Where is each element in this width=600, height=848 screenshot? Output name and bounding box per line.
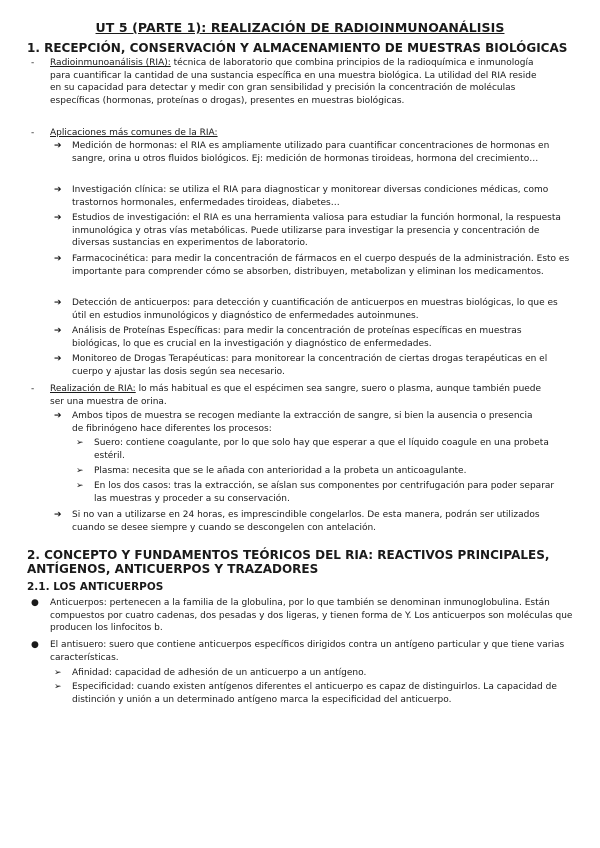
realizacion-text: lo más habitual es que el espécimen sea sangre, suero o plasma, aunque también puede ser una muestra de orina. (50, 384, 542, 407)
document-title: UT 5 (PARTE 1): REALIZACIÓN DE RADIOINMUNOANÁLISIS (95, 20, 505, 35)
proceso-item: En los dos casos: tras la extracción, se aíslan sus componentes por centrifugación para poder separar las muestras y proceder a su conservación. (94, 481, 555, 504)
chevron-marker: ➢ (76, 438, 84, 448)
realizacion-paragraph (50, 383, 550, 408)
arrow-marker: ➔ (54, 254, 62, 264)
ambos-paragraph: Ambos tipos de muestra se recogen mediante la extracción de sangre, si bien la ausencia o presencia de fibrinógeno hace diferentes los procesos: (72, 411, 533, 434)
chevron-marker: ➢ (54, 668, 62, 678)
chevron-marker: ➢ (76, 481, 84, 491)
proceso-item: Suero: contiene coagulante, por lo que solo hay que esperar a que el líquido coagule en una probeta estéril. (94, 438, 549, 461)
proceso-item: Plasma: necesita que se le añada con anterioridad a la probeta un anticoagulante. (94, 466, 467, 476)
bullet-marker: ● (31, 640, 39, 650)
application-item: Farmacocinética: para medir la concentración de fármacos en el cuerpo después de la administración. Esto es importante para comprender cómo se absorben, distribuyen, metabolizan y eliminan los medicamentos. (72, 254, 570, 277)
application-item: Análisis de Proteínas Específicas: para medir la concentración de proteínas específicas en muestras biológicas, lo que es crucial en la investigación y diagnóstico de enfermedades. (72, 326, 522, 349)
application-item: Investigación clínica: se utiliza el RIA para diagnosticar y monitorear diversas condiciones médicas, como trastornos hormonales, enfermedades tiroideas, diabetes… (72, 185, 549, 208)
section-2-heading: 2. CONCEPTO Y FUNDAMENTOS TEÓRICOS DEL RIA: REACTIVOS PRINCIPALES, ANTÍGENOS, ANTICUERPOS Y TRAZADORES (27, 548, 550, 576)
caracteristica-item: Afinidad: capacidad de adhesión de un anticuerpo a un antígeno. (72, 668, 367, 678)
anticuerpos-paragraph: Anticuerpos: pertenecen a la familia de la globulina, por lo que también se denominan inmunoglobulina. Están compuestos por cuatro cadenas, dos pesadas y dos ligeras, y tienen forma de Y. Los anticuerpos son moléculas que producen los linfocitos b. (50, 598, 573, 634)
arrow-marker: ➔ (54, 354, 62, 364)
arrow-marker: ➔ (54, 185, 62, 195)
arrow-marker: ➔ (54, 510, 62, 520)
application-item: Estudios de investigación: el RIA es una herramienta valiosa para estudiar la función hormonal, la respuesta inmunológica y otras vías metabólicas. Puede utilizarse para investigar la presencia y concentración de diversas sustancias en experimentos de laboratorio. (72, 213, 561, 249)
ria-term: Radioinmunoanálisis (RIA): (50, 58, 171, 68)
application-item: Monitoreo de Drogas Terapéuticas: para monitorear la concentración de ciertas drogas terapéuticas en el cuerpo y ajustar las dosis según sea necesario. (72, 354, 548, 377)
sino-paragraph: Si no van a utilizarse en 24 horas, es imprescindible congelarlos. De esta manera, podrán ser utilizados cuando se desee siempre y cuando se descongelen con antelación. (72, 510, 540, 533)
antisuero-paragraph: El antisuero: suero que contiene anticuerpos específicos dirigidos contra un antígeno particular y que tiene varias características. (50, 640, 565, 663)
arrow-marker: ➔ (54, 213, 62, 223)
ria-definition (50, 57, 550, 108)
applications-heading: Aplicaciones más comunes de la RIA: (50, 128, 218, 138)
bullet-marker: ● (31, 598, 39, 608)
arrow-marker: ➔ (54, 141, 62, 151)
dash-marker: - (31, 58, 35, 68)
realizacion-term: Realización de RIA: (50, 384, 136, 394)
caracteristica-item: Especificidad: cuando existen antígenos diferentes el anticuerpo es capaz de distinguirlos. La capacidad de distinción y unión a un determinado antígeno marca la especificidad del anticuerpo. (72, 682, 557, 705)
ria-text: técnica de laboratorio que combina principios de la radioquímica e inmunología para cuantificar la cantidad de una sustancia específica en una muestra biológica. La utilidad del RIA reside en su capacidad para detectar y medir con gran sensibilidad y precisión la concentración de moléculas específicas (hormonas, proteínas o drogas), presentes en muestras biológicas. (50, 58, 537, 107)
subsection-2-1-heading: 2.1. LOS ANTICUERPOS (27, 581, 164, 593)
chevron-marker: ➢ (54, 682, 62, 692)
arrow-marker: ➔ (54, 326, 62, 336)
dash-marker: - (31, 384, 35, 394)
dash-marker: - (31, 128, 35, 138)
arrow-marker: ➔ (54, 411, 62, 421)
application-item: Medición de hormonas: el RIA es ampliamente utilizado para cuantificar concentraciones de hormonas en sangre, orina u otros fluidos biológicos. Ej: medición de hormonas tiroideas, hormona del crecimiento… (72, 141, 550, 164)
arrow-marker: ➔ (54, 298, 62, 308)
chevron-marker: ➢ (76, 466, 84, 476)
section-1-heading: 1. RECEPCIÓN, CONSERVACIÓN Y ALMACENAMIENTO DE MUESTRAS BIOLÓGICAS (27, 41, 568, 55)
application-item: Detección de anticuerpos: para detección y cuantificación de anticuerpos en muestras biológicas, lo que es útil en estudios inmunológicos y diagnóstico de enfermedades autoinmunes. (72, 298, 558, 321)
